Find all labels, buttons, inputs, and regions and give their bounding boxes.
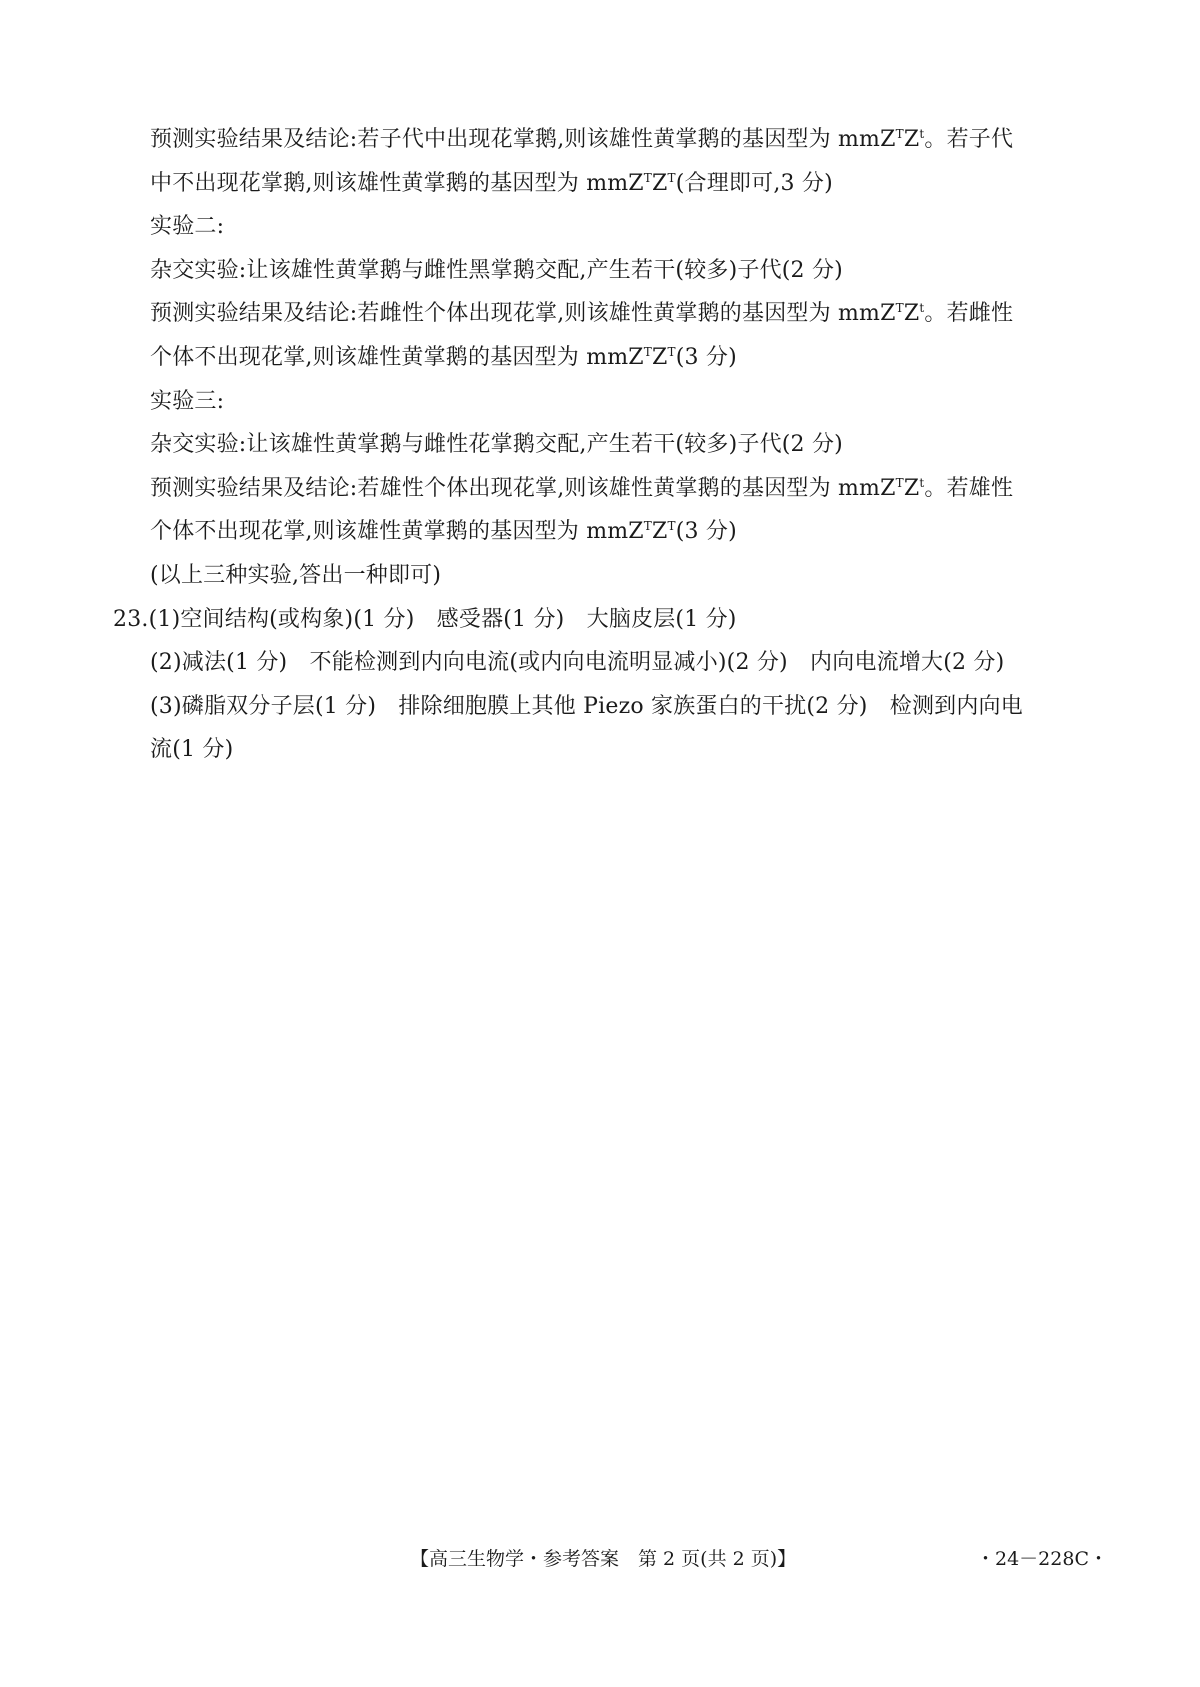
answer-line: 预测实验结果及结论:若雌性个体出现花掌,则该雄性黄掌鹅的基因型为 $mmZ^TZ^t$。若雌性 (150, 301, 1014, 327)
answer-line: 杂交实验:让该雄性黄掌鹅与雌性花掌鹅交配,产生若干(较多)子代(2 分) (150, 432, 843, 458)
answer-line: 个体不出现花掌,则该雄性黄掌鹅的基因型为 $mmZ^TZ^T(3$ 分) (150, 519, 737, 545)
answer-line: 预测实验结果及结论:若子代中出现花掌鹅,则该雄性黄掌鹅的基因型为 $mmZ^TZ^t$。若子代 (150, 127, 1014, 152)
footer-code: ・24－228C・ (976, 1548, 1108, 1570)
answer-line: 流(1 分) (150, 737, 234, 763)
answer-line: 实验二: (150, 214, 225, 240)
answer-line: 中不出现花掌鹅,则该雄性黄掌鹅的基因型为 $mmZ^TZ^T$(合理即可,3 分) (150, 170, 833, 196)
question-23-line: 23.(1)空间结构(或构象)(1 分) 感受器(1 分) 大脑皮层(1 分) (113, 606, 737, 632)
page-footer (0, 1544, 1200, 1574)
answer-line: 个体不出现花掌,则该雄性黄掌鹅的基因型为 $mmZ^TZ^T(3$ 分) (150, 344, 737, 370)
answer-content (113, 118, 1110, 772)
answer-line: 实验三: (150, 388, 225, 414)
footer-title: 【高三生物学・参考答案 第 2 页(共 2 页)】 (410, 1548, 797, 1570)
answer-line: (2)减法(1 分) 不能检测到内向电流(或内向电流明显减小)(2 分) 内向电流增大(2 分) (150, 650, 1005, 676)
answer-line: 预测实验结果及结论:若雄性个体出现花掌,则该雄性黄掌鹅的基因型为 $mmZ^TZ^t$。若雄性 (150, 475, 1014, 501)
answer-line: (以上三种实验,答出一种即可) (150, 562, 442, 588)
answer-line: (3)磷脂双分子层(1 分) 排除细胞膜上其他 Piezo 家族蛋白的干扰(2 分) 检测到内向电 (150, 693, 1023, 719)
answer-line: 杂交实验:让该雄性黄掌鹅与雌性黑掌鹅交配,产生若干(较多)子代(2 分) (150, 257, 843, 283)
